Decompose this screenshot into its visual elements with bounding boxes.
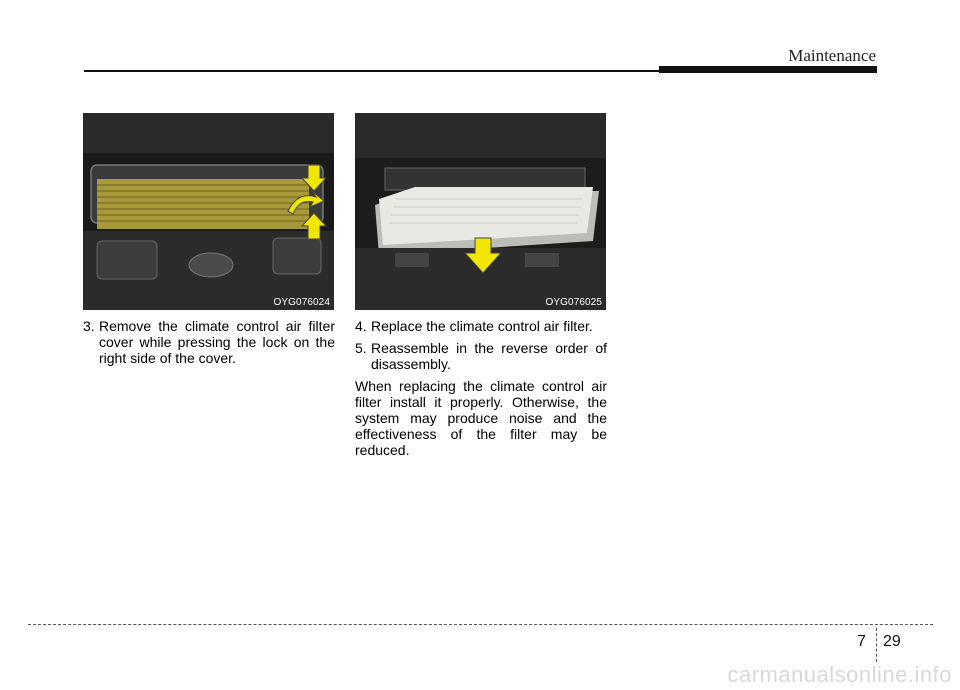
step-number: 4. xyxy=(355,318,367,334)
left-column xyxy=(83,318,335,372)
figure-code: OYG076024 xyxy=(273,297,330,308)
footer-rule xyxy=(28,624,933,625)
section-title: Maintenance xyxy=(788,46,876,65)
step-text: Remove the climate control air filter cover while pressing the lock on the right side of the cover. xyxy=(99,318,335,366)
page-number-divider xyxy=(876,628,877,662)
page-number: 29 xyxy=(883,633,901,650)
step-text: Reassemble in the reverse order of disassembly. xyxy=(371,340,607,372)
figure-code: OYG076025 xyxy=(545,297,602,308)
header-rule xyxy=(84,70,664,72)
step-number: 5. xyxy=(355,340,367,356)
step-5 xyxy=(355,340,607,372)
figure-remove-cover xyxy=(83,113,334,310)
step-number: 3. xyxy=(83,318,95,334)
step-4 xyxy=(355,318,607,334)
filter-replacement-illustration xyxy=(355,113,606,310)
chapter-number: 7 xyxy=(857,633,866,650)
step-text: Replace the climate control air filter. xyxy=(371,318,593,334)
right-column xyxy=(355,318,607,458)
step-3 xyxy=(83,318,335,366)
glovebox-cover-illustration xyxy=(83,113,334,310)
header-rule-accent xyxy=(659,66,877,73)
figure-replace-filter xyxy=(355,113,606,310)
watermark: carmanualsonline.info xyxy=(727,662,952,687)
caution-note: When replacing the climate control air filter install it properly. Otherwise, the system may produce noise and the effectiveness of the filter may be reduced. xyxy=(355,378,607,458)
